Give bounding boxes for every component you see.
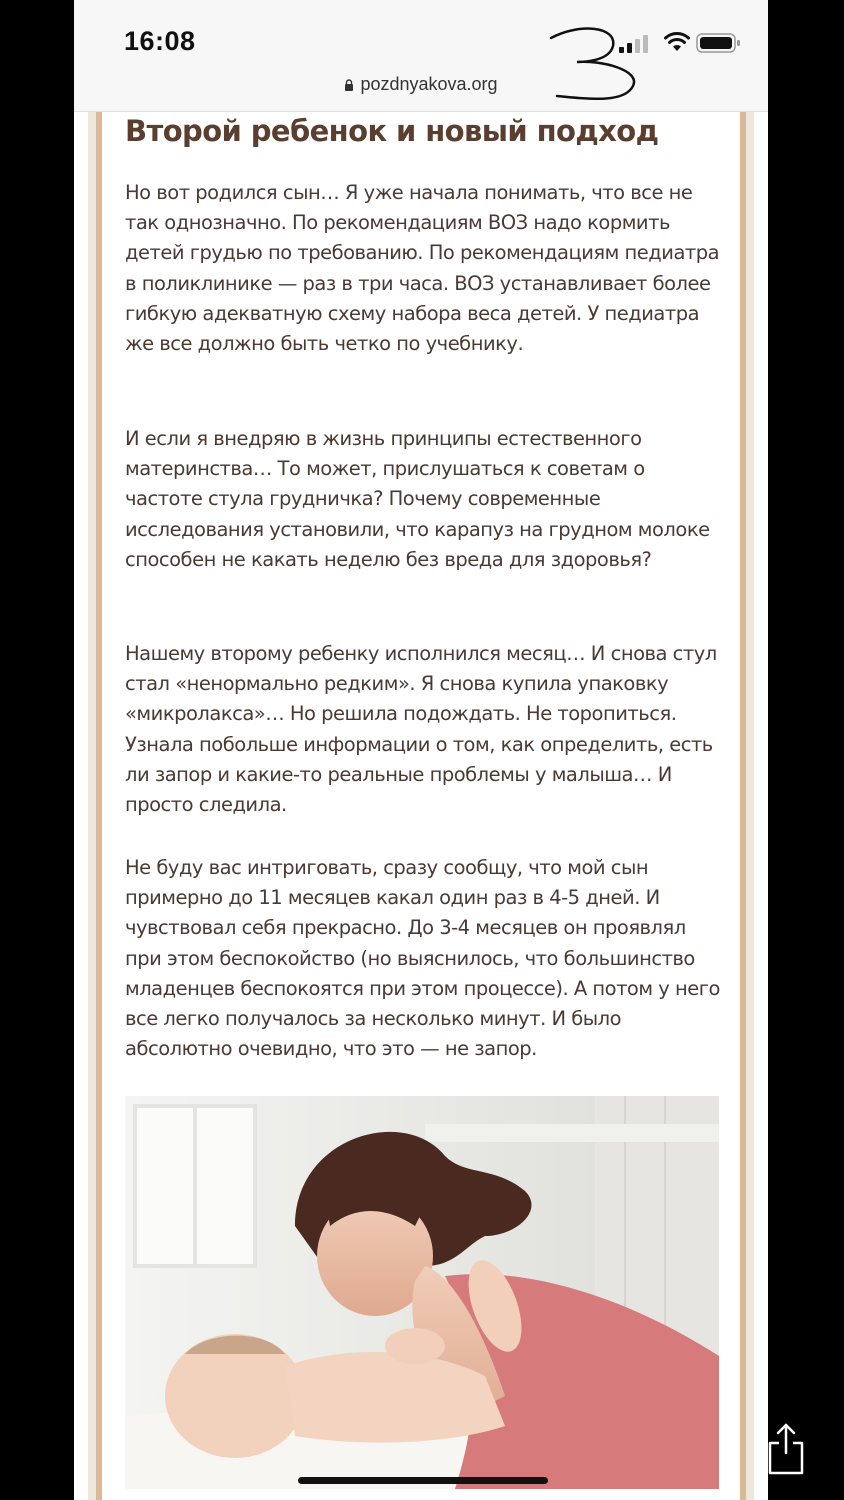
- paragraph-2: И если я внедряю в жизнь принципы естественного материнства… То может, прислушаться к советам о частоте стула грудничка? Почему современные исследования установили, что карапуз на грудном молоке способен не какать неделю без вреда для здоровья?: [125, 427, 710, 571]
- address-bar[interactable]: [74, 74, 768, 95]
- wifi-icon: [664, 31, 690, 53]
- battery-icon: [696, 33, 742, 53]
- cellular-signal-icon: [619, 35, 653, 53]
- paragraph-1: Но вот родился сын… Я уже начала понимать, что все не так однозначно. По рекомендациям ВОЗ надо кормить детей грудью по требованию. По рекомендациям педиатра в поликлинике — раз в три часа. ВОЗ устанавливает более гибкую адекватную схему набора веса детей. У педиатра же все должно быть четко по учебнику.: [125, 181, 720, 356]
- status-time: 16:08: [124, 26, 196, 56]
- url-text: pozdnyakova.org: [360, 74, 498, 94]
- share-icon[interactable]: [766, 1419, 806, 1475]
- paragraph-3: Нашему второму ребенку исполнился месяц… И снова стул стал «ненормально редким». Я снова купила упаковку «микролакса»… Но решила подождать. Не торопиться. Узнала побольше информации о том, как определить, есть ли запор и какие-то реальные проблемы у малыша… И просто следила.: [125, 642, 717, 817]
- article-page: [96, 112, 746, 1500]
- mother-and-baby-photo: [125, 1096, 719, 1489]
- home-indicator[interactable]: [298, 1477, 548, 1484]
- lock-icon: [344, 79, 354, 91]
- phone-screen: [74, 0, 768, 1500]
- status-bar: [74, 0, 768, 112]
- article-heading: Второй ребенок и новый подход: [125, 114, 659, 148]
- paragraph-4: Не буду вас интриговать, сразу сообщу, что мой сын примерно до 11 месяцев какал один раз в 4-5 дней. И чувствовал себя прекрасно. До 3-4 месяцев он проявлял при этом беспокойство (но выяснилось, что большинство младенцев беспокоятся при этом процессе). А потом у него все легко получалось за несколько минут. И было абсолютно очевидно, что это — не запор.: [125, 856, 720, 1061]
